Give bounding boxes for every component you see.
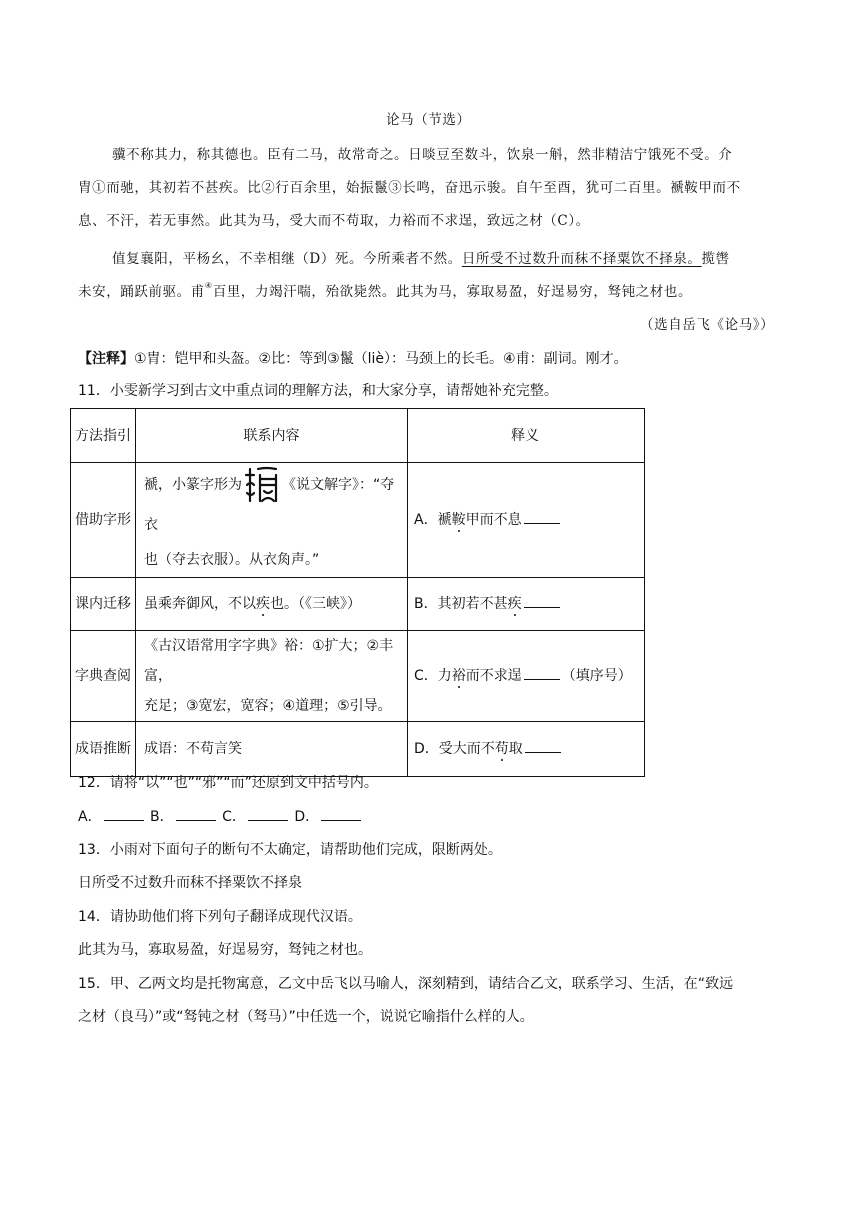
notes: 【注释】①胄：铠甲和头盔。②比：等到③鬣（liè）：马颈上的长毛。④甫：副词。刚才。 xyxy=(78,351,628,367)
content-cell: 成语：不苟言笑 xyxy=(136,722,408,777)
answer-cell: C．力裕而不求逞 （填序号） xyxy=(408,631,645,722)
answer-blank[interactable] xyxy=(525,738,561,753)
answer-cell: B．其初若不甚疾 xyxy=(408,578,645,631)
passage-line: 未安，踊跃前驱。甫④百里，力竭汗喘，殆欲毙然。此其为马，寡取易盈，好逞易穷，驽钝之材也。 xyxy=(78,281,693,300)
answer-blank[interactable] xyxy=(176,806,216,821)
content-cell: 《古汉语常用字字典》裕：①扩大；②丰富， 充足；③宽宏，宽容；④道理；⑤引导。 xyxy=(136,631,408,722)
seal-script-glyph-image xyxy=(244,465,280,505)
answer-blank[interactable] xyxy=(321,806,361,821)
question-15: 15．甲、乙两文均是托物寓意，乙文中岳飞以马喻人，深刻精到，请结合乙文，联系学习、生活，在“致远 xyxy=(78,976,734,992)
method-cell: 课内迁移 xyxy=(71,578,136,631)
question-14: 14．请协助他们将下列句子翻译成现代汉语。 xyxy=(78,909,362,925)
underlined-sentence: 日所受不过数升而秣不择粟饮不择泉。 xyxy=(461,251,702,267)
question-13-sentence: 日所受不过数升而秣不择粟饮不择泉 xyxy=(78,875,302,891)
header-cell: 方法指引 xyxy=(71,409,136,463)
question-12: 12．请将“以”“也”“邪”“而”还原到文中括号内。 xyxy=(78,775,378,791)
answer-blank[interactable] xyxy=(248,806,288,821)
source-citation: （选自岳飞《论马》） xyxy=(640,317,775,333)
table-row xyxy=(71,722,645,777)
content-cell: 虽乘奔御风，不以疾也。（《三峡》） xyxy=(136,578,408,631)
answer-blank[interactable] xyxy=(524,665,560,680)
notes-label: 【注释】 xyxy=(78,351,134,367)
method-cell: 字典查阅 xyxy=(71,631,136,722)
question-11: 11．小雯新学习到古文中重点词的理解方法，和大家分享，请帮她补充完整。 xyxy=(78,383,558,399)
header-cell: 释义 xyxy=(408,409,645,463)
passage-line: 胄①而驰，其初若不甚疾。比②行百余里，始振鬣③长鸣，奋迅示骏。自午至酉，犹可二百里。褫鞍甲而不 xyxy=(78,180,741,196)
method-cell: 成语推断 xyxy=(71,722,136,777)
question-14-sentence: 此其为马，寡取易盈，好逞易穷，驽钝之材也。 xyxy=(78,942,372,958)
passage-line: 骥不称其力，称其德也。臣有二马，故常奇之。日啖豆至数斗，饮泉一斛，然非精洁宁饿死不受。介 xyxy=(112,147,733,163)
answer-cell: A．褫鞍甲而不息 xyxy=(408,463,645,578)
passage-line: 值复襄阳，平杨幺，不幸相继（D）死。今所乘者不然。日所受不过数升而秣不择粟饮不择泉。揽辔 xyxy=(112,251,730,267)
table-header-row xyxy=(71,409,645,463)
passage-title: 论马（节选） xyxy=(386,112,471,128)
question-13: 13．小雨对下面句子的断句不太确定，请帮助他们完成，限断两处。 xyxy=(78,842,502,858)
table-row xyxy=(71,631,645,722)
question-12-options: A． B． C． D． xyxy=(78,806,363,827)
question-15-line2: 之材（良马）”或“驽钝之材（驽马）”中任选一个，说说它喻指什么样的人。 xyxy=(78,1009,534,1025)
passage-line: 息、不汗，若无事然。此其为马，受大而不苟取，力裕而不求逞，致远之材（C）。 xyxy=(78,213,590,229)
table-row xyxy=(71,578,645,631)
answer-cell: D．受大而不苟取 xyxy=(408,722,645,777)
header-cell: 联系内容 xyxy=(136,409,408,463)
method-cell: 借助字形 xyxy=(71,463,136,578)
answer-blank[interactable] xyxy=(104,806,144,821)
answer-blank[interactable] xyxy=(524,509,560,524)
answer-blank[interactable] xyxy=(524,593,560,608)
content-cell: 褫，小篆字形为 《说文解字》：“夺衣 也（夺去衣服）。从衣𧢲声。” xyxy=(136,463,408,578)
table-row xyxy=(71,463,645,578)
method-table xyxy=(70,408,645,777)
